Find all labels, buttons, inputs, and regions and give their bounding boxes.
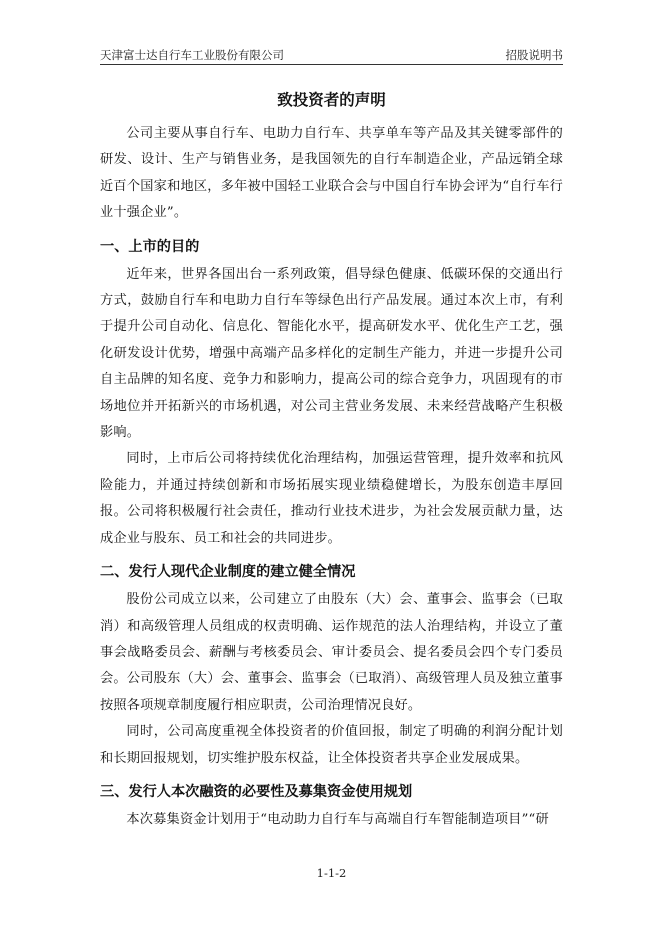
section-title-corporate-governance: 二、发行人现代企业制度的建立健全情况 xyxy=(100,564,356,581)
section-2-paragraph-1: 股份公司成立以来，公司建立了由股东（大）会、董事会、监事会（已取消）和高级管理人员组成的权责明确、运作规范的法人治理结构，并设立了董事会战略委员会、薪酬与考核委员会、审计委员会、提名委员会四个专门委员会。公司股东（大）会、董事会、监事会（已取消）、高级管理人员及独立董事按照各项规章制度履行相应职责，公司治理情况良好。 xyxy=(100,592,563,713)
section-title-listing-purpose: 一、上市的目的 xyxy=(100,238,200,255)
section-title-financing-necessity: 三、发行人本次融资的必要性及募集资金使用规划 xyxy=(100,783,413,800)
page-number: 1-1-2 xyxy=(316,866,347,880)
section-2-paragraph-2: 同时，公司高度重视全体投资者的价值回报，制定了明确的利润分配计划和长期回报规划，切实维护股东权益，让全体投资者共享企业发展成果。 xyxy=(100,724,563,766)
document-body xyxy=(100,86,563,833)
document-title: 致投资者的声明 xyxy=(277,91,386,109)
section-3-paragraph-1: 本次募集资金计划用于“电动助力自行车与高端自行车智能制造项目”“研 xyxy=(126,811,549,827)
header-document-type: 招股说明书 xyxy=(505,48,563,62)
header-company-name: 天津富士达自行车工业股份有限公司 xyxy=(100,48,284,62)
header-divider xyxy=(100,64,563,65)
page-header xyxy=(100,47,563,65)
section-1-paragraph-1: 近年来，世界各国出台一系列政策，倡导绿色健康、低碳环保的交通出行方式，鼓励自行车和电助力自行车等绿色出行产品发展。通过本次上市，有利于提升公司自动化、信息化、智能化水平，提高研发水平、优化生产工艺，强化研发设计优势，增强中高端产品多样化的定制生产能力，并进一步提升公司自主品牌的知名度、竞争力和影响力，提高公司的综合竞争力，巩固现有的市场地位并开拓新兴的市场机遇，对公司主营业务发展、未来经营战略产生积极影响。 xyxy=(100,266,563,441)
section-1-paragraph-2: 同时，上市后公司将持续优化治理结构，加强运营管理，提升效率和抗风险能力，并通过持续创新和市场拓展实现业绩稳健增长，为股东创造丰厚回报。公司将积极履行社会责任，推动行业技术进步，为社会发展贡献力量，达成企业与股东、员工和社会的共同进步。 xyxy=(100,451,563,546)
intro-paragraph: 公司主要从事自行车、电助力自行车、共享单车等产品及其关键零部件的研发、设计、生产与销售业务，是我国领先的自行车制造企业，产品远销全球近百个国家和地区，多年被中国轻工业联合会与中国自行车协会评为“自行车行业十强企业”。 xyxy=(100,126,563,221)
